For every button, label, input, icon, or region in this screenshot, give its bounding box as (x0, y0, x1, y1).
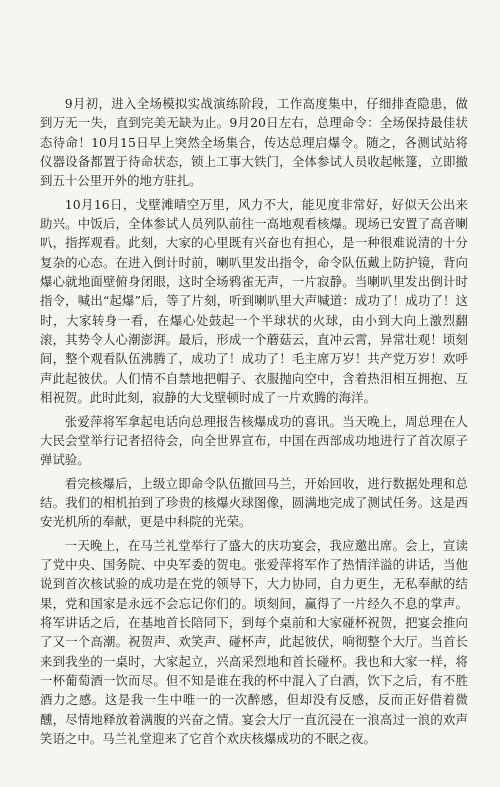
paragraph-2: 10月16日，戈壁滩晴空万里，风力不大，能见度非常好，好似天公出来助兴。中饭后，全体参试人员列队前往一高地观看核爆。现场已安置了高音喇叭，指挥观看。此刻，大家的心里既有兴奋也有担心，是一种很难说清的十分复杂的心态。在进入倒计时前，喇叭里发出指令，命令队伍戴上防护镜，背向爆心就地面壁俯身闭眼，这时全场鸦雀无声，一片寂静。当喇叭里发出倒计时指令，喊出“起爆”后，等了片刻，听到喇叭里大声喊道：成功了！成功了！这时，大家转身一看，在爆心处鼓起一个半球状的火球，由小到大向上激烈翻滚，其势令人心潮澎湃。最后，形成一个蘑菇云，直冲云霄，异常壮观！顷刻间，整个观看队伍沸腾了，成功了！成功了！毛主席万岁！共产党万岁！欢呼声此起彼伏。人们情不自禁地把帽子、衣服抛向空中，含着热泪相互拥抱、互相祝贺。此时此刻，寂静的大戈壁顿时成了一片欢腾的海洋。 (40, 196, 468, 406)
paragraph-1: 9月初，进入全场模拟实战演练阶段，工作高度集中，仔细排查隐患，做到万无一失，直到完美无缺为止。9月20日左右，总理命令：全场保持最佳状态待命！10月15日早上突然全场集合，传达总理启爆令。随之，各测试站将仪器设备都置于待命状态，锁上工事大铁门，全体参试人员收起帐篷，立即撤到五十公里开外的地方驻扎。 (40, 96, 468, 189)
paragraph-3: 张爱萍将军拿起电话向总理报告核爆成功的喜讯。当天晚上，周总理在人大民会堂举行记者招待会，向全世界宣布，中国在西部成功地进行了首次原子弹试验。 (40, 413, 468, 468)
document-body (40, 94, 468, 752)
paragraph-5: 一天晚上，在马兰礼堂举行了盛大的庆功宴会，我应邀出席。会上，宣读了党中央、国务院、中央军委的贺电。张爱萍将军作了热情洋溢的讲话，当他说到首次核试验的成功是在党的领导下，大力协同，自力更生，无私奉献的结果，党和国家是永远不会忘记你们的。顷刻间，赢得了一片经久不息的掌声。将军讲话之后，在基地首长陪同下，到每个桌前和大家碰杯祝贺，把宴会推向了又一个高潮。祝贺声、欢笑声、碰杯声，此起彼伏，响彻整个大厅。当首长来到我坐的一桌时，大家起立，兴高采烈地和首长碰杯。我也和大家一样，将一杯葡萄酒一饮而尽。但不知是谁在我的杯中混入了白酒，饮下之后，有不胜酒力之感。这是我一生中唯一的一次醉感，但却没有反感，反而正好借着微醺，尽情地释放着满腹的兴奋之情。宴会大厅一直沉浸在一浪高过一浪的欢声笑语之中。马兰礼堂迎来了它首个欢庆核爆成功的不眠之夜。 (40, 537, 468, 746)
paragraph-4: 看完核爆后，上级立即命令队伍撤回马兰，开始回收，进行数据处理和总结。我们的相机拍到了珍贵的核爆火球图像，圆满地完成了测试任务。这是西安光机所的奉献，更是中科院的光荣。 (40, 475, 468, 530)
